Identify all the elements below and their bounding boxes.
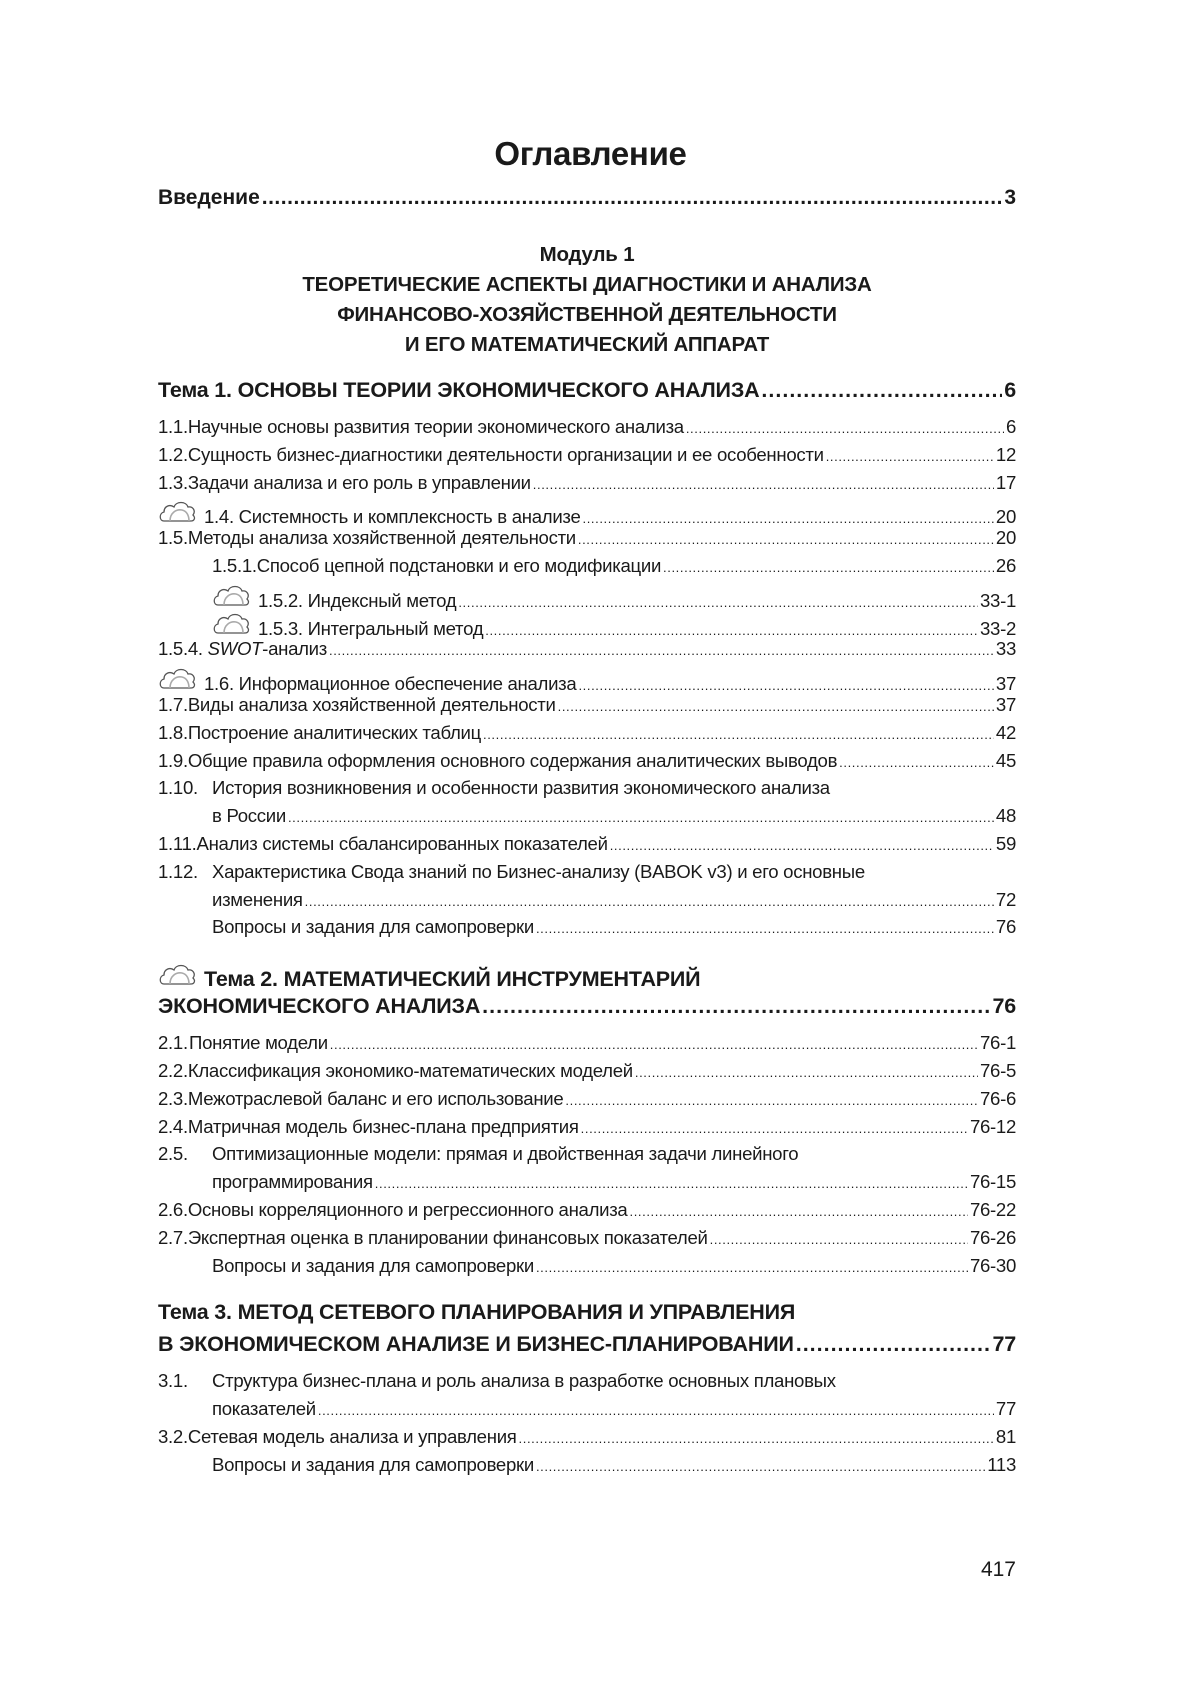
dot-leader bbox=[533, 472, 994, 494]
dot-leader bbox=[288, 805, 994, 827]
toc-item-page: 76-22 bbox=[969, 1198, 1016, 1220]
topic-heading[interactable] bbox=[158, 962, 1016, 1026]
topic-block bbox=[158, 378, 1016, 944]
toc-item[interactable] bbox=[158, 499, 1016, 527]
dot-leader bbox=[558, 694, 994, 716]
toc-entry-page: 3 bbox=[1004, 186, 1016, 209]
toc-item-text: в России bbox=[212, 805, 286, 827]
toc-item-text: показателей bbox=[212, 1398, 316, 1420]
cloud-icon[interactable] bbox=[158, 499, 198, 523]
toc-item[interactable] bbox=[158, 1454, 1016, 1482]
toc-item[interactable] bbox=[158, 833, 1016, 861]
dot-leader bbox=[686, 416, 1004, 438]
toc-item-text: -анализ bbox=[262, 638, 327, 660]
toc-item[interactable] bbox=[158, 1116, 1016, 1144]
toc-item-text: Основы корреляционного и регрессионного анализа bbox=[187, 1198, 628, 1220]
topic-list bbox=[158, 378, 1016, 1482]
toc-item-number: 1.7. bbox=[158, 693, 188, 715]
toc-item-text: Анализ системы сбалансированных показателей bbox=[196, 832, 608, 854]
cloud-icon[interactable] bbox=[158, 962, 198, 986]
dot-leader bbox=[375, 1171, 968, 1193]
toc-item-page: 59 bbox=[995, 832, 1016, 854]
toc-item-text: 1.5.2. Индексный метод bbox=[258, 589, 457, 611]
dot-leader bbox=[485, 618, 978, 640]
toc-item-text: Вопросы и задания для самопроверки bbox=[212, 916, 534, 938]
dot-leader bbox=[796, 1332, 991, 1357]
toc-content bbox=[158, 186, 1016, 1482]
toc-item-page: 26 bbox=[995, 554, 1016, 576]
toc-item-page: 6 bbox=[1005, 416, 1016, 437]
topic-heading[interactable] bbox=[158, 1300, 1016, 1364]
toc-item-continuation[interactable] bbox=[158, 889, 1016, 917]
dot-leader bbox=[305, 889, 994, 911]
module-title-line: ФИНАНСОВО-ХОЗЯЙСТВЕННОЙ ДЕЯТЕЛЬНОСТИ bbox=[337, 303, 837, 326]
dot-leader bbox=[710, 1227, 968, 1249]
dot-leader bbox=[635, 1060, 978, 1082]
toc-item[interactable] bbox=[158, 1032, 1016, 1060]
toc-item-page: 113 bbox=[987, 1453, 1016, 1475]
topic-page: 76 bbox=[992, 994, 1016, 1019]
toc-item-list bbox=[158, 1032, 1016, 1282]
toc-item-text: Классификация экономико-математических моделей bbox=[187, 1059, 633, 1081]
toc-entry-introduction[interactable] bbox=[158, 186, 1016, 220]
toc-item-number: 2.6. bbox=[158, 1198, 188, 1220]
toc-item[interactable] bbox=[158, 1426, 1016, 1454]
toc-item-number: 2.4. bbox=[158, 1115, 188, 1137]
toc-item-text: Научные основы развития теории экономического анализа bbox=[187, 416, 684, 437]
toc-item[interactable] bbox=[158, 611, 1016, 639]
dot-leader bbox=[826, 444, 994, 466]
dot-leader bbox=[330, 1032, 978, 1054]
toc-item-page: 76 bbox=[995, 916, 1016, 938]
dot-leader bbox=[761, 378, 1002, 403]
toc-item-number: 1.3. bbox=[158, 471, 188, 493]
cloud-icon[interactable] bbox=[212, 583, 252, 607]
toc-item-page: 76-6 bbox=[979, 1087, 1016, 1109]
toc-item-list bbox=[158, 1370, 1016, 1481]
toc-item-page: 77 bbox=[995, 1398, 1016, 1420]
toc-item-continuation[interactable] bbox=[158, 805, 1016, 833]
dot-leader bbox=[329, 638, 994, 660]
toc-item-page: 37 bbox=[995, 693, 1016, 715]
toc-item-page: 76-1 bbox=[979, 1032, 1016, 1054]
toc-item[interactable] bbox=[158, 1143, 1016, 1171]
toc-item-number: 2.1. bbox=[158, 1032, 188, 1054]
toc-item-page: 72 bbox=[995, 888, 1016, 910]
toc-item-page: 20 bbox=[995, 506, 1016, 528]
toc-item-text: Вопросы и задания для самопроверки bbox=[212, 1453, 534, 1475]
toc-item-page: 76-15 bbox=[969, 1171, 1016, 1193]
toc-item-page: 45 bbox=[995, 749, 1016, 771]
dot-leader bbox=[629, 1199, 967, 1221]
toc-item-number: 1.5. bbox=[158, 527, 188, 549]
toc-item[interactable] bbox=[158, 916, 1016, 944]
toc-item-text: Построение аналитических таблиц bbox=[187, 721, 481, 743]
dot-leader bbox=[536, 1454, 985, 1476]
toc-item-page: 33-2 bbox=[979, 617, 1016, 639]
toc-item-number: 3.2. bbox=[158, 1425, 188, 1447]
toc-item-text: Сетевая модель анализа и управления bbox=[187, 1425, 517, 1447]
toc-item-text: Экспертная оценка в планировании финансовых показателей bbox=[187, 1226, 708, 1248]
toc-item[interactable] bbox=[158, 583, 1016, 611]
toc-item-number: 1.9. bbox=[158, 749, 188, 771]
toc-item-number: 1.2. bbox=[158, 443, 188, 465]
dot-leader bbox=[610, 833, 994, 855]
toc-item-list bbox=[158, 416, 1016, 944]
toc-item-text: Оптимизационные модели: прямая и двойственная задачи линейного bbox=[212, 1143, 799, 1165]
module-heading bbox=[158, 240, 1016, 360]
toc-item[interactable] bbox=[158, 1370, 1016, 1398]
toc-item[interactable] bbox=[158, 1060, 1016, 1088]
toc-item[interactable] bbox=[158, 416, 1016, 444]
toc-item-text: Межотраслевой баланс и его использование bbox=[187, 1087, 564, 1109]
dot-leader bbox=[519, 1426, 994, 1448]
dot-leader bbox=[839, 750, 994, 772]
toc-item[interactable] bbox=[158, 1199, 1016, 1227]
topic-heading[interactable] bbox=[158, 378, 1016, 410]
toc-item-number: 1.10. bbox=[158, 777, 198, 799]
toc-item[interactable] bbox=[158, 527, 1016, 555]
toc-item[interactable] bbox=[158, 1227, 1016, 1255]
toc-item-number: 2.7. bbox=[158, 1226, 188, 1248]
toc-item-text: Способ цепной подстановки и его модификации bbox=[256, 554, 662, 576]
page-number: 417 bbox=[980, 1558, 1016, 1581]
toc-item-text: 1.4. Системность и комплексность в анализе bbox=[204, 506, 581, 528]
toc-item-text: Сущность бизнес-диагностики деятельности организации и ее особенности bbox=[187, 443, 824, 465]
toc-item-number: 1.5.1. bbox=[212, 554, 257, 576]
toc-item-number: 1.12. bbox=[158, 860, 198, 882]
topic-title-line: ЭКОНОМИЧЕСКОГО АНАЛИЗА bbox=[158, 994, 481, 1019]
topic-title-line: В ЭКОНОМИЧЕСКОМ АНАЛИЗЕ И БИЗНЕС-ПЛАНИРОВАНИИ bbox=[158, 1332, 794, 1357]
toc-item-page: 76-12 bbox=[969, 1115, 1016, 1137]
toc-item-text: 1.5.4. bbox=[158, 638, 208, 660]
toc-item[interactable] bbox=[158, 1255, 1016, 1283]
toc-item[interactable] bbox=[158, 444, 1016, 472]
module-title-line: И ЕГО МАТЕМАТИЧЕСКИЙ АППАРАТ bbox=[404, 333, 770, 356]
topic-title-line: Тема 1. ОСНОВЫ ТЕОРИИ ЭКОНОМИЧЕСКОГО АНАЛИЗА bbox=[158, 378, 760, 402]
module-title-line: ТЕОРЕТИЧЕСКИЕ АСПЕКТЫ ДИАГНОСТИКИ И АНАЛИЗА bbox=[302, 273, 872, 296]
toc-item-page: 81 bbox=[995, 1425, 1016, 1447]
toc-item-number: 2.3. bbox=[158, 1087, 188, 1109]
toc-item[interactable] bbox=[158, 694, 1016, 722]
toc-item-page: 76-5 bbox=[979, 1059, 1016, 1081]
toc-item-text: Вопросы и задания для самопроверки bbox=[212, 1254, 534, 1276]
toc-item-number: 2.2. bbox=[158, 1059, 188, 1081]
toc-item-page: 76-30 bbox=[969, 1254, 1016, 1276]
toc-item-text: Виды анализа хозяйственной деятельности bbox=[187, 693, 556, 715]
cloud-icon[interactable] bbox=[212, 611, 252, 635]
toc-item-text: 1.6. Информационное обеспечение анализа bbox=[204, 673, 577, 695]
toc-item[interactable] bbox=[158, 666, 1016, 694]
toc-item-page: 17 bbox=[995, 471, 1016, 493]
toc-item[interactable] bbox=[158, 555, 1016, 583]
dot-leader bbox=[578, 527, 994, 549]
toc-item-text: Задачи анализа и его роль в управлении bbox=[187, 471, 531, 493]
page-title: Оглавление bbox=[494, 135, 687, 172]
toc-item-text: История возникновения и особенности развития экономического анализа bbox=[212, 777, 830, 799]
dot-leader bbox=[582, 506, 993, 528]
toc-item-text: Методы анализа хозяйственной деятельности bbox=[187, 527, 576, 549]
cloud-icon[interactable] bbox=[158, 666, 198, 690]
toc-item-number: 1.11. bbox=[158, 832, 197, 854]
toc-item-text: Понятие модели bbox=[189, 1032, 328, 1054]
toc-item-continuation[interactable] bbox=[158, 1171, 1016, 1199]
dot-leader bbox=[458, 590, 978, 612]
toc-item[interactable] bbox=[158, 1088, 1016, 1116]
toc-item-page: 76-26 bbox=[969, 1226, 1016, 1248]
toc-item-text: 1.5.3. Интегральный метод bbox=[258, 617, 484, 639]
dot-leader bbox=[578, 673, 993, 695]
toc-item[interactable] bbox=[158, 638, 1016, 666]
dot-leader bbox=[262, 186, 1003, 210]
toc-item-page: 33-1 bbox=[979, 589, 1016, 611]
toc-item-page: 33 bbox=[995, 638, 1016, 660]
topic-page: 77 bbox=[992, 1332, 1016, 1357]
dot-leader bbox=[581, 1116, 968, 1138]
toc-item-text: Матричная модель бизнес-плана предприятия bbox=[187, 1115, 579, 1137]
toc-item-italic: SWOT bbox=[207, 638, 263, 660]
toc-item-text: программирования bbox=[212, 1171, 373, 1193]
toc-item-number: 2.5. bbox=[158, 1143, 188, 1165]
topic-title-line: Тема 2. МАТЕМАТИЧЕСКИЙ ИНСТРУМЕНТАРИЙ bbox=[204, 967, 701, 992]
dot-leader bbox=[565, 1088, 978, 1110]
dot-leader bbox=[482, 994, 990, 1019]
toc-item-page: 37 bbox=[995, 673, 1016, 695]
toc-item-continuation[interactable] bbox=[158, 1398, 1016, 1426]
module-label: Модуль 1 bbox=[539, 243, 635, 266]
toc-item-text: изменения bbox=[212, 888, 303, 910]
toc-item-number: 3.1. bbox=[158, 1370, 188, 1392]
topic-title-line: Тема 3. МЕТОД СЕТЕВОГО ПЛАНИРОВАНИЯ И УПРАВЛЕНИЯ bbox=[158, 1300, 796, 1325]
dot-leader bbox=[536, 916, 994, 938]
toc-item-page: 42 bbox=[995, 721, 1016, 743]
toc-item[interactable] bbox=[158, 472, 1016, 500]
toc-item-page: 12 bbox=[995, 443, 1016, 465]
topic-page: 6 bbox=[1004, 378, 1016, 402]
dot-leader bbox=[536, 1255, 968, 1277]
toc-item[interactable] bbox=[158, 777, 1016, 805]
toc-item[interactable] bbox=[158, 722, 1016, 750]
topic-block bbox=[158, 962, 1016, 1282]
toc-item-number: 1.8. bbox=[158, 721, 188, 743]
topic-block bbox=[158, 1300, 1016, 1481]
toc-item-page: 20 bbox=[995, 527, 1016, 549]
toc-item[interactable] bbox=[158, 861, 1016, 889]
toc-item-text: Общие правила оформления основного содержания аналитических выводов bbox=[187, 749, 838, 771]
toc-item-number: 1.1. bbox=[158, 416, 188, 437]
toc-item[interactable] bbox=[158, 750, 1016, 778]
toc-item-text: Структура бизнес-плана и роль анализа в разработке основных плановых bbox=[212, 1370, 836, 1392]
dot-leader bbox=[483, 722, 994, 744]
dot-leader bbox=[318, 1398, 994, 1420]
toc-item-page: 48 bbox=[995, 805, 1016, 827]
dot-leader bbox=[663, 555, 994, 577]
toc-entry-label: Введение bbox=[158, 186, 260, 209]
toc-item-text: Характеристика Свода знаний по Бизнес-анализу (BABOK v3) и его основные bbox=[212, 860, 865, 882]
